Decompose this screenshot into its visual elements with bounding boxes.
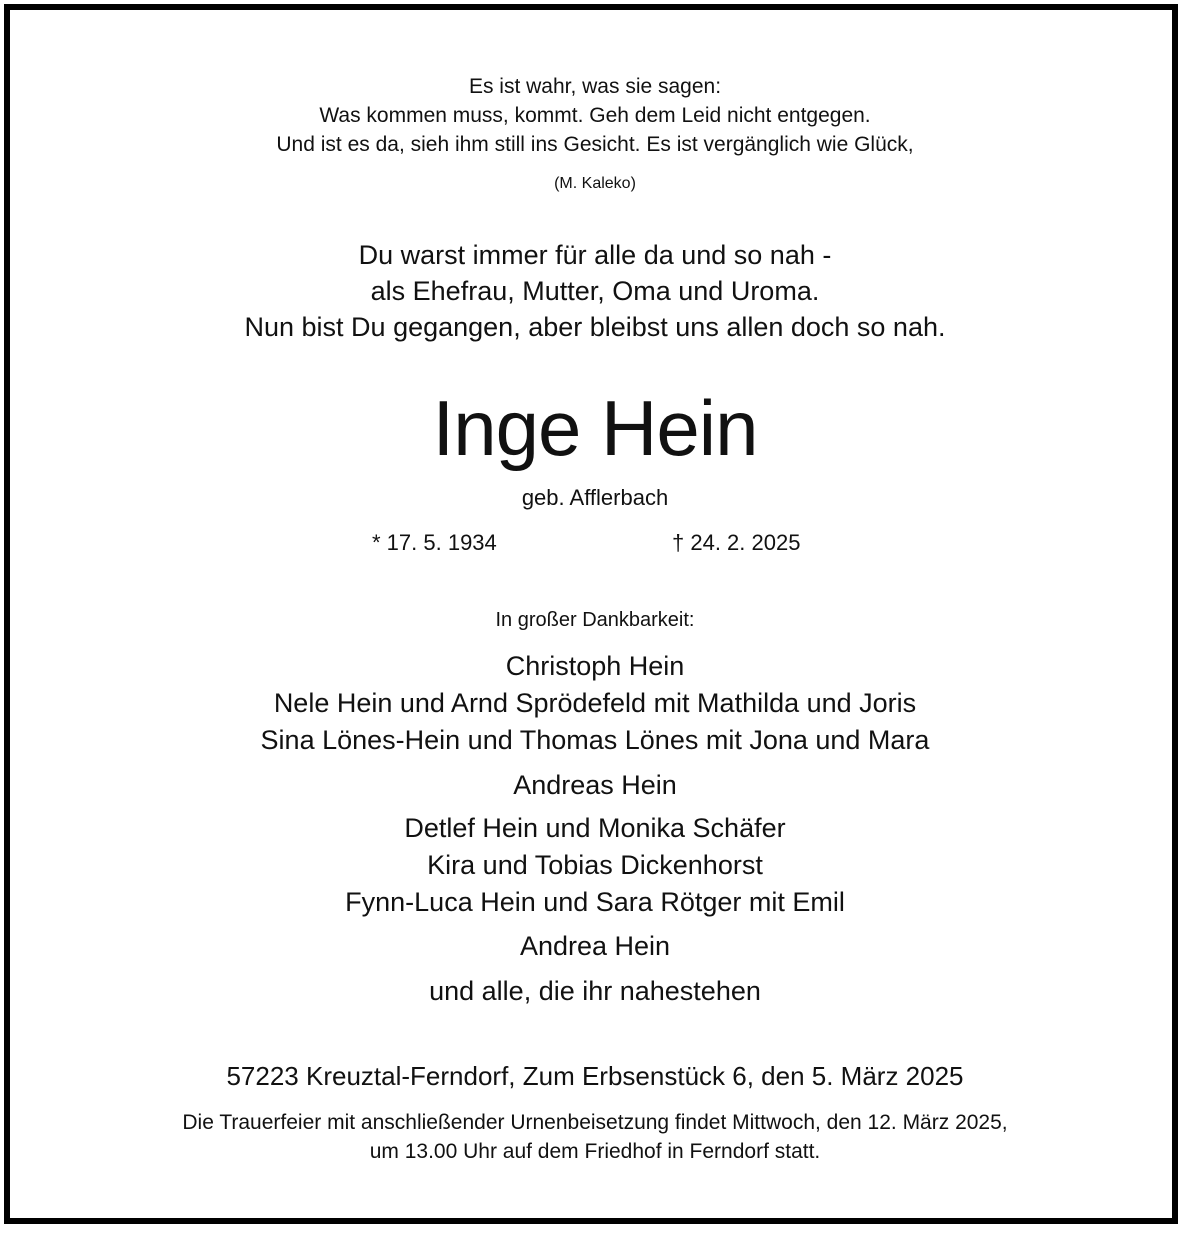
mourner-line: Kira und Tobias Dickenhorst xyxy=(427,850,763,880)
mourners-closing: und alle, die ihr nahestehen xyxy=(429,976,761,1006)
birth-date: * 17. 5. 1934 xyxy=(372,530,497,555)
mourner-line: Detlef Hein und Monika Schäfer xyxy=(404,813,786,843)
mourner-line: Fynn-Luca Hein und Sara Rötger mit Emil xyxy=(345,887,845,917)
verse-line-1: Du warst immer für alle da und so nah - xyxy=(358,240,832,270)
quote-line-1: Es ist wahr, was sie sagen: xyxy=(468,75,722,98)
quote-author: (M. Kaleko) xyxy=(554,175,636,192)
place-and-date: 57223 Kreuztal-Ferndorf, Zum Erbsenstück 6, den 5. März 2025 xyxy=(226,1061,964,1091)
quote-line-3: Und ist es da, sieh ihm still ins Gesicht. Es ist vergänglich wie Glück, xyxy=(276,133,914,156)
death-date: † 24. 2. 2025 xyxy=(672,530,801,555)
mourner-line: Andreas Hein xyxy=(513,770,677,800)
mourner-line: Christoph Hein xyxy=(505,651,685,681)
mourner-line: Sina Lönes-Hein und Thomas Lönes mit Jona und Mara xyxy=(260,725,930,755)
verse-line-2: als Ehefrau, Mutter, Oma und Uroma. xyxy=(370,276,820,306)
service-line-1: Die Trauerfeier mit anschließender Urnenbeisetzung findet Mittwoch, den 12. März 2025, xyxy=(182,1111,1008,1134)
birth-name: geb. Afflerbach xyxy=(521,485,669,510)
mourner-line: Nele Hein und Arnd Sprödefeld mit Mathilda und Joris xyxy=(273,688,917,718)
service-line-2: um 13.00 Uhr auf dem Friedhof in Ferndorf statt. xyxy=(369,1140,821,1163)
verse-line-3: Nun bist Du gegangen, aber bleibst uns allen doch so nah. xyxy=(244,312,946,342)
quote-line-2: Was kommen muss, kommt. Geh dem Leid nicht entgegen. xyxy=(319,104,871,127)
mourner-line: Andrea Hein xyxy=(519,931,671,961)
deceased-name: Inge Hein xyxy=(432,384,758,472)
thanks-intro: In großer Dankbarkeit: xyxy=(495,609,695,631)
